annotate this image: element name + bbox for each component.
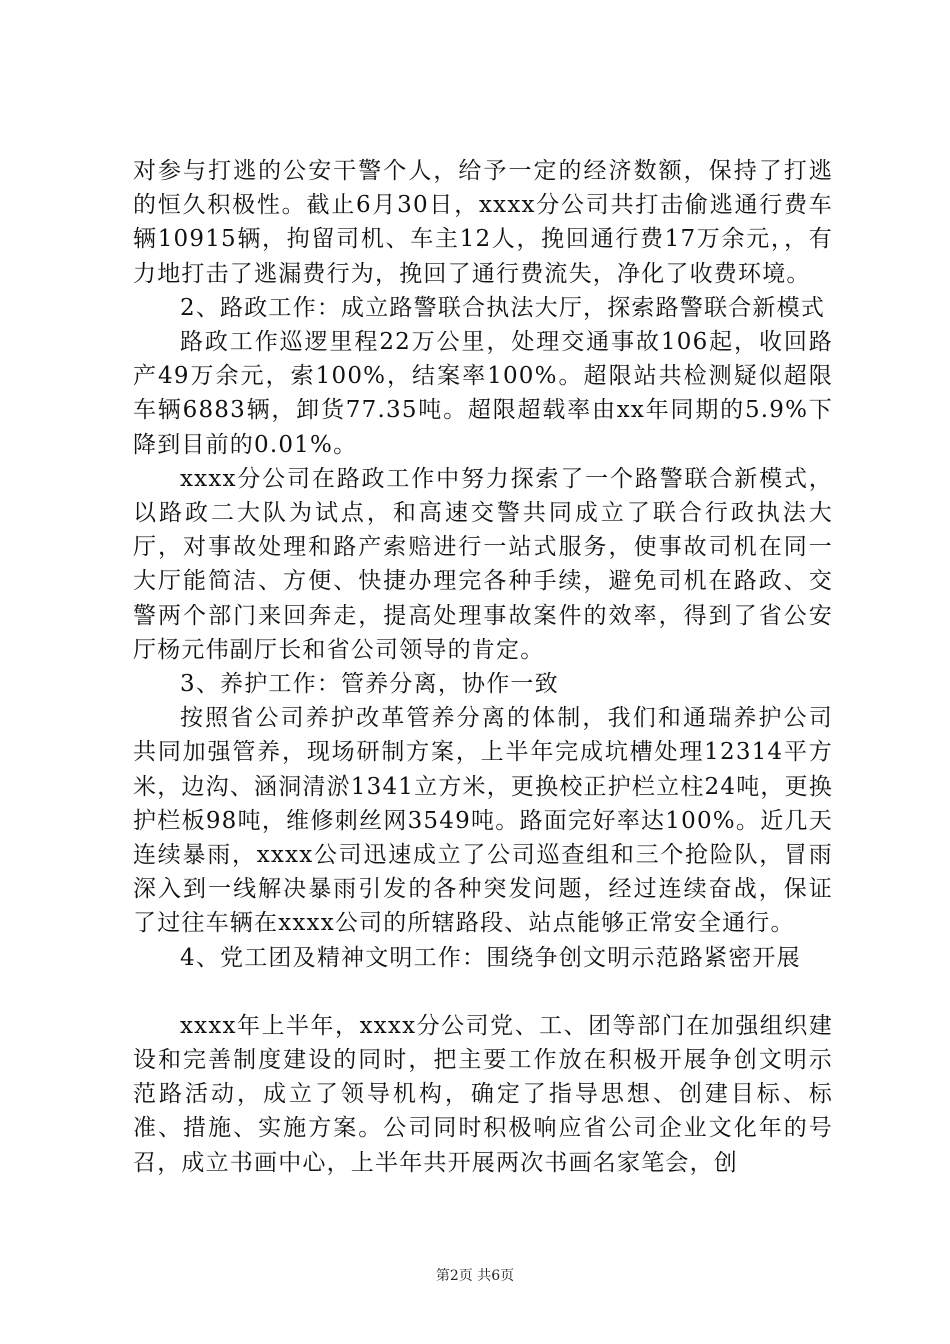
body-paragraph: 路政工作巡逻里程22万公里，处理交通事故106起，收回路产49万余元，索100%，结案率100%。超限站共检测疑似超限车辆6883辆，卸货77.35吨。超限超载率由xx年同期的5.9%下降到目前的0.01%。	[133, 329, 833, 458]
body-paragraph: xxxx年上半年，xxxx分公司党、工、团等部门在加强组织建设和完善制度建设的同时，把主要工作放在积极开展争创文明示范路活动，成立了领导机构，确定了指导思想、创建目标、标准、措施、实施方案。公司同时积极响应省公司企业文化年的号召，成立书画中心，上半年共开展两次书画名家笔会，创	[133, 1012, 833, 1176]
body-paragraph: xxxx分公司在路政工作中努力探索了一个路警联合新模式，以路政二大队为试点，和高速交警共同成立了联合行政执法大厅，对事故处理和路产索赔进行一站式服务，使事故司机在同一大厅能简洁、方便、快捷办理完各种手续，避免司机在路政、交警两个部门来回奔走，提高处理事故案件的效率，得到了省公安厅杨元伟副厅长和省公司领导的肯定。	[133, 465, 833, 663]
section-heading-party-work: 4、党工团及精神文明工作：围绕争创文明示范路紧密开展	[180, 944, 801, 971]
document-body	[133, 154, 833, 1180]
body-paragraph: 对参与打逃的公安干警个人，给予一定的经济数额，保持了打逃的恒久积极性。截止6月30日，xxxx分公司共打击偷逃通行费车辆10915辆，拘留司机、车主12人，挽回通行费17万余元，，有力地打击了逃漏费行为，挽回了通行费流失，净化了收费环境。	[133, 158, 833, 287]
paragraph-spacer	[133, 975, 833, 1009]
body-paragraph: 按照省公司养护改革管养分离的体制，我们和通瑞养护公司共同加强管养，现场研制方案，上半年完成坑槽处理12314平方米，边沟、涵洞清淤1341立方米，更换校正护栏立柱24吨，更换护栏板98吨，维修刺丝网3549吨。路面完好率达100%。近几天连续暴雨，xxxx公司迅速成立了公司巡查组和三个抢险队，冒雨深入到一线解决暴雨引发的各种突发问题，经过连续奋战，保证了过往车辆在xxxx公司的所辖路段、站点能够正常安全通行。	[133, 705, 833, 937]
page-footer: 第2页 共6页	[435, 1268, 515, 1284]
section-heading-maintenance: 3、养护工作：管养分离，协作一致	[180, 671, 559, 698]
section-heading-road-administration: 2、路政工作：成立路警联合执法大厅，探索路警联合新模式	[180, 294, 826, 321]
